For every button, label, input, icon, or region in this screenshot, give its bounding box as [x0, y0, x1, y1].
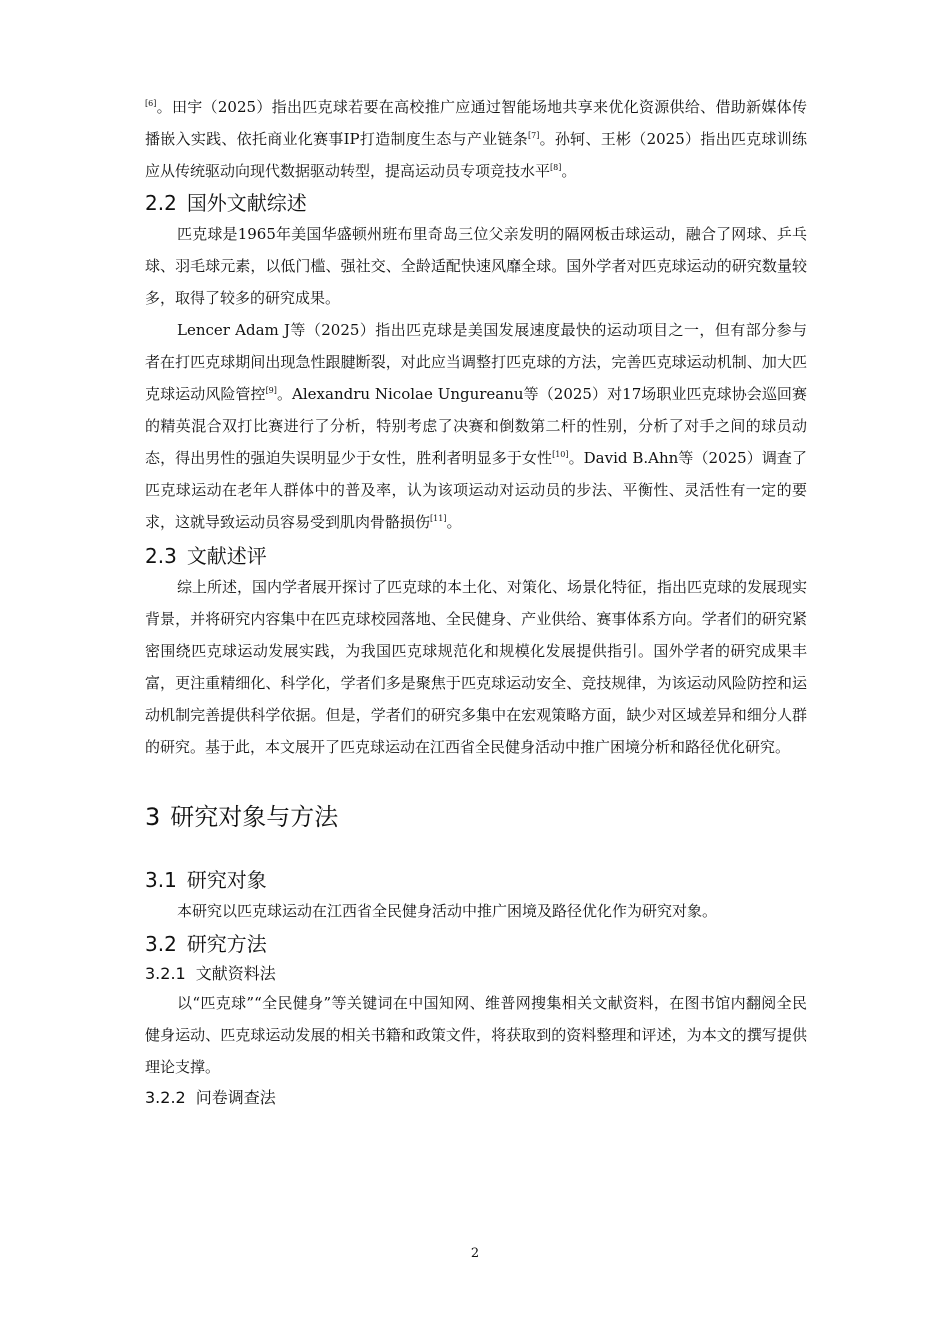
heading-3-1: 3.1 研究对象 — [145, 868, 267, 892]
citation-9: [9] — [265, 386, 277, 395]
paragraph-pickleball-intro: 匹克球是1965年美国华盛顿州班布里奇岛三位父亲发明的隔网板击球运动，融合了网球、乒乓球、羽毛球元素，以低门槛、强社交、全龄适配快速风靡全球。国外学者对匹克球运动的研究数量较多，取得了较多的研究成果。 — [145, 225, 807, 307]
paragraph-literature-method: 以“匹克球”“全民健身”等关键词在中国知网、维普网搜集相关文献资料，在图书馆内翻阅全民健身运动、匹克球运动发展的相关书籍和政策文件，将获取到的资料整理和评述，为本文的撰写提供理论支撑。 — [145, 994, 807, 1076]
page-number: 2 — [470, 1246, 480, 1261]
paragraph-foreign-studies: Lencer Adam J等（2025）指出匹克球是美国发展速度最快的运动项目之一，但有部分参与者在打匹克球期间出现急性跟腱断裂，对此应当调整打匹克球的方法，完善匹克球运动机制、加大匹克球运动风险管控[9]。Alexandru Nicolae Ungureanu等（2025）对17场职业匹克球协会巡回赛的精英混合双打比赛进行了分析，特别考虑了决赛和倒数第二杆的性别，分析了对手之间的球员动态，得出男性的强迫失误明显少于女性，胜利者明显多于女性[10]。David B.Ahn等（2025）调查了匹克球运动在老年人群体中的普及率，认为该项运动对运动员的步法、平衡性、灵活性有一定的要求，这就导致运动员容易受到肌肉骨骼损伤[11]。 — [145, 321, 807, 531]
heading-3-2: 3.2 研究方法 — [145, 932, 267, 956]
citation-10: [10] — [552, 450, 569, 459]
paragraph-literature-comment: 综上所述，国内学者展开探讨了匹克球的本土化、对策化、场景化特征，指出匹克球的发展现实背景，并将研究内容集中在匹克球校园落地、全民健身、产业供给、赛事体系方向。学者们的研究紧密围绕匹克球运动发展实践，为我国匹克球规范化和规模化发展提供指引。国外学者的研究成果丰富，更注重精细化、科学化，学者们多是聚焦于匹克球运动安全、竞技规律，为该运动风险防控和运动机制完善提供科学依据。但是，学者们的研究多集中在宏观策略方面，缺少对区域差异和细分人群的研究。基于此，本文展开了匹克球运动在江西省全民健身活动中推广困境分析和路径优化研究。 — [145, 578, 808, 756]
heading-chapter-3: 3 研究对象与方法 — [145, 803, 339, 831]
paragraph-domestic-review-continued: [6]。田宇（2025）指出匹克球若要在高校推广应通过智能场地共享来优化资源供给、借助新媒体传播嵌入实践、依托商业化赛事IP打造制度生态与产业链条[7]。孙轲、王彬（2025）指出匹克球训练应从传统驱动向现代数据驱动转型，提高运动员专项竞技水平[8]。 — [145, 98, 807, 180]
page-content — [145, 91, 807, 1111]
heading-3-2-2: 3.2.2 问卷调查法 — [145, 1088, 276, 1107]
paragraph-research-object: 本研究以匹克球运动在江西省全民健身活动中推广困境及路径优化作为研究对象。 — [177, 902, 718, 920]
heading-2-3: 2.3 文献述评 — [145, 544, 267, 568]
citation-6: [6] — [145, 99, 157, 108]
citation-11: [11] — [430, 514, 447, 523]
heading-2-2: 2.2 国外文献综述 — [145, 191, 307, 215]
citation-7: [7] — [528, 131, 540, 140]
citation-8: [8] — [550, 163, 562, 172]
heading-3-2-1: 3.2.1 文献资料法 — [145, 964, 276, 983]
